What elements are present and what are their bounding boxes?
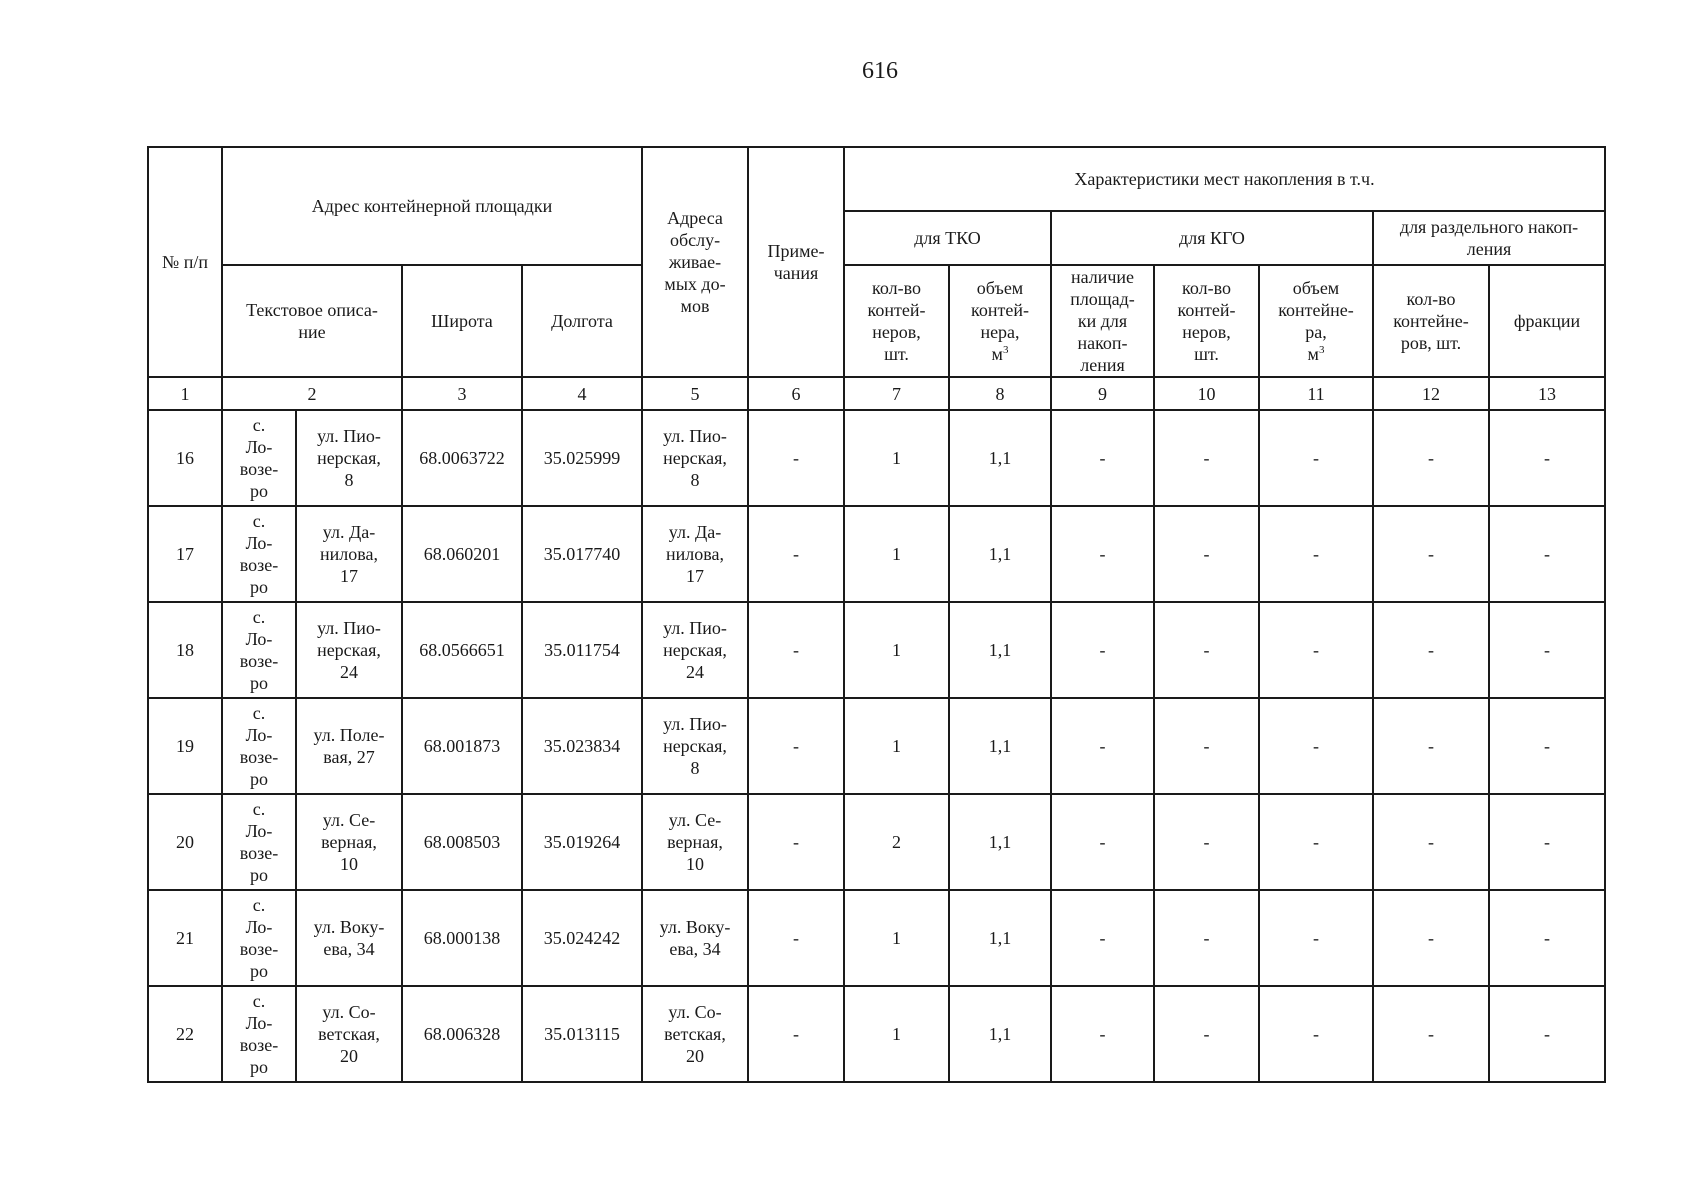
cell-tko-count: 1	[844, 602, 949, 698]
cell-separate-fractions: -	[1489, 698, 1605, 794]
table-row	[148, 794, 1605, 890]
cell-notes: -	[748, 986, 844, 1082]
column-number: 7	[844, 377, 949, 410]
cell-separate-fractions: -	[1489, 602, 1605, 698]
table-row	[148, 410, 1605, 506]
cell-kgo-site: -	[1051, 890, 1154, 986]
column-number: 5	[642, 377, 748, 410]
cell-latitude: 68.0566651	[402, 602, 522, 698]
column-number: 12	[1373, 377, 1489, 410]
cell-notes: -	[748, 506, 844, 602]
cell-row-number: 22	[148, 986, 222, 1082]
cell-separate-fractions: -	[1489, 890, 1605, 986]
cell-row-number: 17	[148, 506, 222, 602]
cell-longitude: 35.011754	[522, 602, 642, 698]
cell-served-houses: ул. Пио- нерская, 24	[642, 602, 748, 698]
header-kgo-volume: объем контейне- ра, $м^3$	[1259, 265, 1373, 377]
column-number: 10	[1154, 377, 1259, 410]
cell-latitude: 68.006328	[402, 986, 522, 1082]
column-number: 11	[1259, 377, 1373, 410]
cell-separate-count: -	[1373, 602, 1489, 698]
header-separate-fractions: фракции	[1489, 265, 1605, 377]
table-row	[148, 890, 1605, 986]
cell-separate-count: -	[1373, 986, 1489, 1082]
cell-kgo-site: -	[1051, 698, 1154, 794]
cell-settlement: с. Ло- возе- ро	[222, 506, 296, 602]
cell-tko-count: 2	[844, 794, 949, 890]
cell-kgo-count: -	[1154, 794, 1259, 890]
cell-notes: -	[748, 890, 844, 986]
cell-street: ул. Се- верная, 10	[296, 794, 402, 890]
cell-tko-count: 1	[844, 506, 949, 602]
header-latitude: Широта	[402, 265, 522, 377]
cell-tko-volume: 1,1	[949, 890, 1051, 986]
cell-tko-volume: 1,1	[949, 794, 1051, 890]
table-row	[148, 602, 1605, 698]
cell-served-houses: ул. Се- верная, 10	[642, 794, 748, 890]
cell-tko-volume: 1,1	[949, 986, 1051, 1082]
cell-separate-fractions: -	[1489, 506, 1605, 602]
cell-kgo-count: -	[1154, 890, 1259, 986]
container-sites-table	[147, 146, 1606, 1083]
cell-notes: -	[748, 794, 844, 890]
cell-longitude: 35.025999	[522, 410, 642, 506]
column-number: 2	[222, 377, 402, 410]
page-number: 616	[862, 58, 898, 84]
cell-kgo-site: -	[1051, 410, 1154, 506]
cell-kgo-count: -	[1154, 602, 1259, 698]
cell-served-houses: ул. Воку- ева, 34	[642, 890, 748, 986]
cell-street: ул. Да- нилова, 17	[296, 506, 402, 602]
cell-row-number: 16	[148, 410, 222, 506]
cell-kgo-count: -	[1154, 410, 1259, 506]
column-number: 3	[402, 377, 522, 410]
cell-kgo-count: -	[1154, 986, 1259, 1082]
cell-settlement: с. Ло- возе- ро	[222, 890, 296, 986]
cell-kgo-site: -	[1051, 986, 1154, 1082]
column-number-row	[148, 377, 1605, 410]
table-row	[148, 506, 1605, 602]
cell-tko-volume: 1,1	[949, 602, 1051, 698]
header-separate-collection: для раздельного накоп- ления	[1373, 211, 1605, 265]
superscript-3: 3	[1002, 344, 1009, 356]
cell-settlement: с. Ло- возе- ро	[222, 986, 296, 1082]
cell-kgo-volume: -	[1259, 698, 1373, 794]
table-row	[148, 986, 1605, 1082]
cell-notes: -	[748, 602, 844, 698]
cell-longitude: 35.017740	[522, 506, 642, 602]
cell-kgo-volume: -	[1259, 410, 1373, 506]
cell-latitude: 68.0063722	[402, 410, 522, 506]
cell-settlement: с. Ло- возе- ро	[222, 698, 296, 794]
cell-kgo-count: -	[1154, 698, 1259, 794]
header-address: Адрес контейнерной площадки	[222, 147, 642, 265]
cell-tko-count: 1	[844, 410, 949, 506]
cell-longitude: 35.024242	[522, 890, 642, 986]
cell-served-houses: ул. Да- нилова, 17	[642, 506, 748, 602]
cell-kgo-site: -	[1051, 602, 1154, 698]
cell-kgo-site: -	[1051, 794, 1154, 890]
column-number: 13	[1489, 377, 1605, 410]
column-number: 6	[748, 377, 844, 410]
superscript-3: 3	[1318, 344, 1325, 356]
cell-separate-fractions: -	[1489, 794, 1605, 890]
cell-tko-volume: 1,1	[949, 410, 1051, 506]
cell-separate-count: -	[1373, 698, 1489, 794]
cell-separate-fractions: -	[1489, 410, 1605, 506]
cell-separate-count: -	[1373, 506, 1489, 602]
cell-street: ул. Пио- нерская, 8	[296, 410, 402, 506]
header-separate-count: кол-во контейне- ров, шт.	[1373, 265, 1489, 377]
cell-latitude: 68.000138	[402, 890, 522, 986]
cell-latitude: 68.001873	[402, 698, 522, 794]
cell-row-number: 20	[148, 794, 222, 890]
cell-kgo-volume: -	[1259, 986, 1373, 1082]
header-tko-volume: объем контей- нера, $м^3$	[949, 265, 1051, 377]
cell-row-number: 21	[148, 890, 222, 986]
cell-served-houses: ул. Пио- нерская, 8	[642, 410, 748, 506]
cell-tko-volume: 1,1	[949, 698, 1051, 794]
cell-settlement: с. Ло- возе- ро	[222, 410, 296, 506]
cell-notes: -	[748, 410, 844, 506]
header-longitude: Долгота	[522, 265, 642, 377]
header-characteristics: Характеристики мест накопления в т.ч.	[844, 147, 1605, 211]
cell-longitude: 35.019264	[522, 794, 642, 890]
cell-separate-count: -	[1373, 890, 1489, 986]
table-row	[148, 698, 1605, 794]
header-kgo-site: наличие площад- ки для накоп- ления	[1051, 265, 1154, 377]
column-number: 4	[522, 377, 642, 410]
cell-longitude: 35.023834	[522, 698, 642, 794]
cell-street: ул. Поле- вая, 27	[296, 698, 402, 794]
header-kgo-count: кол-во контей- неров, шт.	[1154, 265, 1259, 377]
column-number: 9	[1051, 377, 1154, 410]
cell-kgo-volume: -	[1259, 602, 1373, 698]
cell-tko-count: 1	[844, 890, 949, 986]
header-kgo: для КГО	[1051, 211, 1373, 265]
cell-street: ул. Со- ветская, 20	[296, 986, 402, 1082]
column-number: 1	[148, 377, 222, 410]
cell-street: ул. Воку- ева, 34	[296, 890, 402, 986]
cell-separate-fractions: -	[1489, 986, 1605, 1082]
column-number: 8	[949, 377, 1051, 410]
header-tko-count: кол-во контей- неров, шт.	[844, 265, 949, 377]
cell-tko-count: 1	[844, 986, 949, 1082]
header-row-number: № п/п	[148, 147, 222, 377]
cell-notes: -	[748, 698, 844, 794]
cell-separate-count: -	[1373, 410, 1489, 506]
cell-tko-volume: 1,1	[949, 506, 1051, 602]
cell-tko-count: 1	[844, 698, 949, 794]
header-text-description: Текстовое описа- ние	[222, 265, 402, 377]
cell-row-number: 19	[148, 698, 222, 794]
cell-street: ул. Пио- нерская, 24	[296, 602, 402, 698]
cell-separate-count: -	[1373, 794, 1489, 890]
cell-kgo-volume: -	[1259, 506, 1373, 602]
cell-kgo-volume: -	[1259, 890, 1373, 986]
cell-served-houses: ул. Пио- нерская, 8	[642, 698, 748, 794]
header-tko: для ТКО	[844, 211, 1051, 265]
header-served-houses: Адреса обслу- живае- мых до- мов	[642, 147, 748, 377]
cell-settlement: с. Ло- возе- ро	[222, 794, 296, 890]
cell-latitude: 68.008503	[402, 794, 522, 890]
table-body	[148, 377, 1605, 1082]
cell-kgo-site: -	[1051, 506, 1154, 602]
cell-longitude: 35.013115	[522, 986, 642, 1082]
cell-served-houses: ул. Со- ветская, 20	[642, 986, 748, 1082]
cell-row-number: 18	[148, 602, 222, 698]
cell-kgo-volume: -	[1259, 794, 1373, 890]
cell-latitude: 68.060201	[402, 506, 522, 602]
cell-settlement: с. Ло- возе- ро	[222, 602, 296, 698]
header-notes: Приме- чания	[748, 147, 844, 377]
cell-kgo-count: -	[1154, 506, 1259, 602]
